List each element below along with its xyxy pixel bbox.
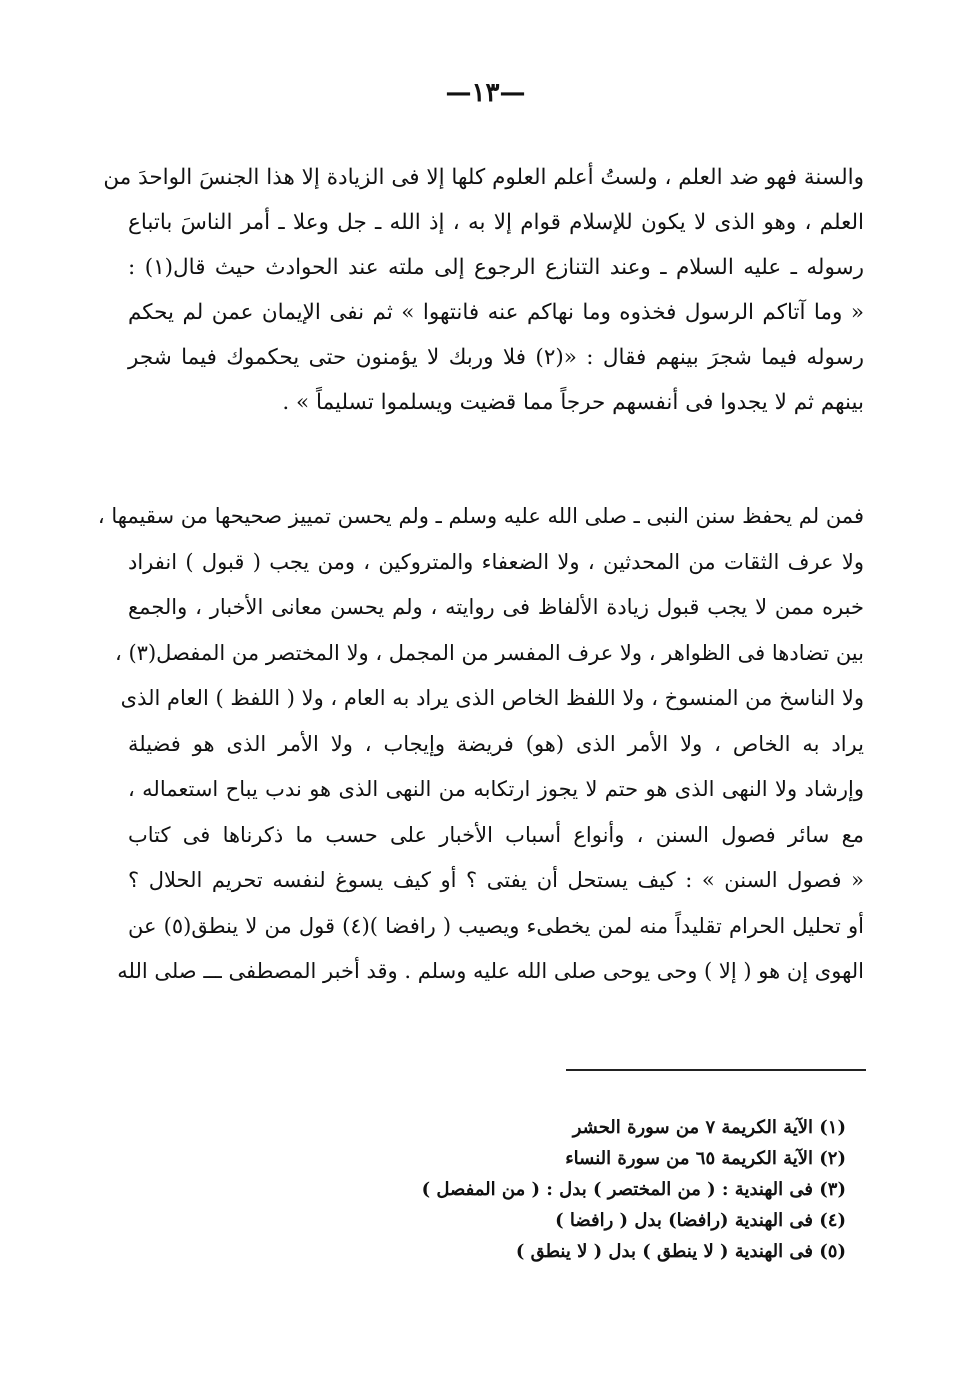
paragraph-line: رسوله ـ عليه السلام ـ وعند التنازع الرجوع إلى ملته عند الحوادث حيث قال(١) :	[128, 255, 864, 280]
footnote-5: (٥) فى الهندية ( لا ينطق ) بدل ( لا ينطق )	[515, 1241, 846, 1262]
paragraph-line: « وما آتاكم الرسول فخذوه وما نهاكم عنه فانتهوا » ثم نفى الإيمان عمن لم يحكم	[128, 300, 864, 325]
footnote-divider	[566, 1069, 866, 1071]
paragraph-line: خبره ممن لا يجب قبول زيادة الألفاظ فى روايته ، ولم يحسن معانى الأخبار ، والجمع	[128, 595, 864, 619]
paragraph-line: مع سائر فصول السنن ، وأنواع أسباب الأخبار على حسب ما ذكرناها فى كتاب	[128, 822, 864, 847]
paragraph-line: « فصول السنن » : كيف يستحل أن يفتى ؟ أو كيف يسوغ لنفسه تحريم الحلال ؟	[128, 868, 864, 892]
paragraph-line: ولا عرف الثقات من المحدثين ، ولا الضعفاء والمتروكين ، ومن يجب ( قبول ) انفراد	[128, 549, 864, 574]
paragraph-2	[97, 494, 864, 995]
paragraph-line: والسنة فهو ضد العلم ، ولستُ أعلم العلوم كلها إلا فى الزيادة إلا هذا الجنسَ الواحدَ من	[103, 165, 864, 190]
paragraph-line: بين تضادها فى الظواهر ، ولا عرف المفسر من المجمل ، ولا المختصر من المفصل(٣) ،	[115, 640, 864, 665]
footnote-2: (٢) الآية الكريمة ٦٥ من سورة النساء	[565, 1148, 846, 1169]
footnote-3: (٣) فى الهندية : ( من المختصر ) بدل : ( من المفصل )	[421, 1179, 846, 1200]
paragraph-line: العلم ، وهو الذى لا يكون للإسلام قوام إلا به ، إذ الله ـ جل وعلا ـ أمر الناسَ باتباع	[128, 210, 864, 235]
paragraph-line: فمن لم يحفظ سنن النبى ـ صلى الله عليه وسلم ـ ولم يحسن تمييز صحيحها من سقيمها ،	[97, 504, 864, 528]
paragraph-line: الهوى إن هو ( إلا ) وحى يوحى صلى الله عليه وسلم . وقد أخبر المصطفى ـــ صلى الله	[117, 959, 864, 983]
page-number: —١٣—	[445, 78, 526, 108]
footnotes	[420, 1112, 846, 1267]
paragraph-line: أو تحليل الحرام تقليداً منه لمن يخطىء ويصيب ( رافضا )(٤) قول من لا ينطق(٥) عن	[128, 913, 864, 938]
paragraph-line: رسوله فيما شجرَ بينهم فقال : «(٢) فلا وربك لا يؤمنون حتى يحكموك فيما شجر	[128, 345, 864, 370]
paragraph-line: بينهم ثم لا يجدوا فى أنفسهم حرجاً مما قضيت ويسلموا تسليماً » .	[282, 390, 864, 415]
paragraph-line: يراد به الخاص ، ولا الأمر الذى (هو) فريضة وإيجاب ، ولا الأمر الذى هو فضيلة	[128, 731, 864, 756]
paragraph-1	[103, 155, 864, 425]
paragraph-line: ولا الناسخ من المنسوخ ، ولا اللفظ الخاص الذى يراد به العام ، ولا ( اللفظ ) العام الذى	[120, 686, 864, 710]
paragraph-line: وإرشاد ولا النهى الذى هو حتم لا يجوز ارتكابه من النهى الذى هو ندب يباح استعماله ،	[128, 777, 864, 801]
footnote-4: (٤) فى الهندية (رافضا) بدل ( رافضا )	[555, 1210, 846, 1231]
footnote-1: (١) الآية الكريمة ٧ من سورة الحشر	[572, 1117, 846, 1138]
